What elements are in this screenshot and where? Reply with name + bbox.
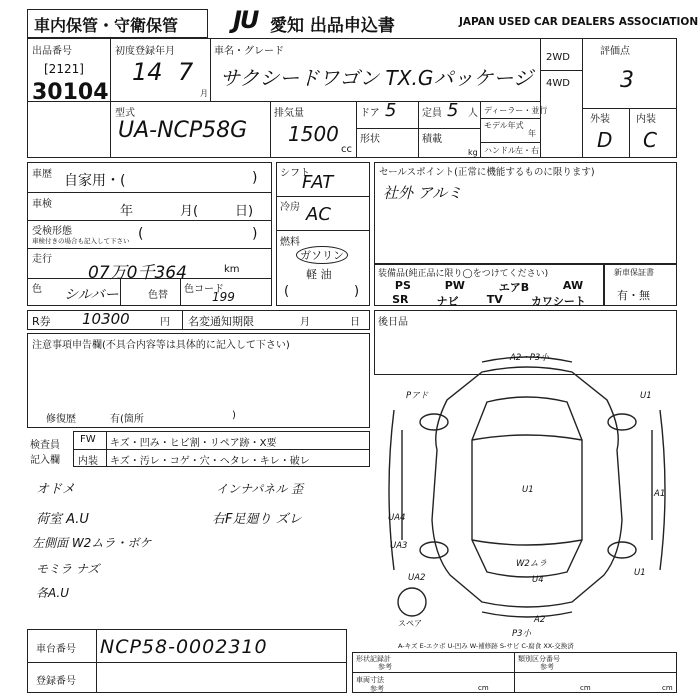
seats-label: 定員	[422, 108, 442, 119]
recycle-value: 10300	[82, 310, 130, 328]
load-label: 積載	[422, 134, 442, 145]
displacement-value: 1500	[288, 122, 339, 146]
seats-unit: 人	[468, 108, 478, 119]
model-value: UA-NCP58G	[118, 118, 248, 143]
diag-right-mid: A1	[654, 489, 666, 499]
history-label: 車歴	[32, 169, 52, 180]
remark-6: モミラ ナズ	[36, 562, 100, 576]
seats-value: 5	[447, 100, 459, 121]
history-value: 自家用・(	[64, 173, 126, 189]
diag-left-2: UA3	[390, 541, 408, 551]
dealer-label: ディーラー・並行	[484, 106, 548, 115]
storage-title: 車内保管・守衛保管	[34, 16, 179, 35]
diag-bottom-2: U4	[532, 575, 544, 585]
color-value: シルバー	[64, 287, 119, 303]
remark-4: 右F足廻り ズレ	[212, 512, 302, 527]
repair-label: 修復歴	[46, 414, 76, 425]
defect-legend: A-キズ E-エクボ U-凹み W-補修跡 S-サビ C-腐食 XX-交換済	[398, 642, 574, 650]
new-cert-value: 有・無	[617, 289, 650, 302]
notes-label: 注意事項申告欄(不具合内容等は具体的に記入して下さい)	[32, 340, 290, 351]
size-cm-1: cm	[478, 684, 489, 692]
recycle-label: R券	[32, 315, 51, 328]
category-label: 類別区分番号	[518, 655, 560, 663]
lot-number: 30104	[32, 80, 109, 105]
diag-left-3: UA2	[408, 573, 426, 583]
repair-value: 有(箇所	[110, 414, 144, 425]
diag-bottom-4: P3小	[512, 629, 532, 639]
score-label: 評価点	[600, 46, 630, 57]
year-unit: 年	[528, 129, 536, 138]
color-change-label: 色替	[148, 290, 168, 301]
deadline-month: 月	[300, 317, 310, 328]
equipment-item: SR	[392, 293, 409, 306]
ac-value: AC	[306, 204, 331, 225]
month-unit: 月	[200, 89, 208, 98]
exterior-grade: D	[597, 128, 613, 152]
fuel-paren-open: (	[284, 284, 290, 299]
inspector-label-1: 検査員	[30, 440, 60, 451]
equipment-row-2	[378, 293, 600, 309]
load-unit: kg	[468, 148, 478, 157]
remark-1: オドメ	[36, 482, 75, 497]
chassis-label: 車台番号	[36, 644, 76, 655]
selling-points-label: セールスポイント(正常に機能するものに限ります)	[379, 167, 595, 178]
inspection-day: 日)	[235, 204, 254, 219]
exterior-label: 外装	[590, 114, 610, 125]
size-cm-3: cm	[662, 684, 673, 692]
model-year-label: モデル年式	[484, 121, 524, 130]
drive-2wd: 2WD	[546, 52, 570, 63]
lot-sub: [2121]	[44, 62, 84, 76]
diag-left-top: Pアド	[406, 391, 429, 401]
ac-label: 冷房	[280, 202, 300, 213]
equipment-item: TV	[486, 293, 503, 306]
equipment-label: 装備品(純正品に限り◯をつけてください)	[378, 269, 549, 279]
form-record-ref: 参考	[378, 663, 392, 671]
equipment-item: カワシート	[530, 295, 586, 308]
handle-options: 左・右	[515, 146, 539, 155]
diag-right-u1: U1	[634, 568, 646, 578]
color-label: 色	[32, 284, 42, 295]
displacement-unit: cc	[341, 144, 352, 155]
deadline-day: 日	[350, 317, 360, 328]
fuel-gasoline: ガソリン	[296, 246, 348, 264]
fuel-paren-close: )	[354, 284, 360, 299]
inspection-month: 月(	[180, 204, 199, 219]
lot-label: 出品番号	[32, 46, 72, 57]
mileage-unit: km	[224, 264, 240, 275]
remark-5: 左側面 W2ムラ・ボケ	[32, 536, 152, 550]
diag-left-1: UA4	[388, 513, 406, 523]
chassis-number: NCP58-0002310	[100, 636, 268, 658]
displacement-label: 排気量	[274, 108, 304, 119]
recycle-unit: 円	[160, 317, 170, 328]
first-reg-month: 7	[178, 58, 194, 86]
mileage-value: 07万0千364	[88, 263, 187, 283]
after-items-label: 後日品	[378, 317, 408, 328]
remark-2: インナパネル 歪	[216, 482, 304, 496]
fuel-label: 燃料	[280, 237, 300, 248]
interior-defect-items: キズ・汚レ・コゲ・穴・ヘタレ・キレ・破レ	[110, 456, 310, 467]
deadline-label: 名変通知期限	[188, 315, 254, 328]
remark-7: 各A.U	[36, 586, 70, 600]
diag-top-label: A2・P3小	[510, 353, 549, 363]
fw-items: キズ・凹み・ヒビ割・リペア跡・X要	[110, 438, 277, 449]
form-record-label: 形状記録計	[356, 655, 391, 663]
equipment-item: PS	[394, 279, 411, 292]
diag-bottom-1: W2ムラ	[516, 559, 547, 569]
form-paren-open: (	[138, 226, 144, 242]
form-title: 愛知 出品申込書	[270, 16, 395, 36]
model-label: 型式	[115, 108, 135, 119]
size-label: 車両寸法	[356, 676, 384, 684]
repair-close: )	[232, 410, 236, 421]
ju-logo: JU	[233, 6, 258, 34]
remark-3: 荷室 A.U	[36, 512, 89, 527]
car-name: サクシードワゴン TX.Gパッケージ	[220, 66, 533, 90]
diag-spare: スペア	[398, 619, 422, 628]
equipment-item: PW	[444, 279, 465, 292]
equipment-item: エアB	[498, 281, 530, 294]
diag-center: U1	[522, 485, 534, 495]
car-name-label: 車名・グレード	[214, 46, 284, 57]
door-value: 5	[385, 100, 397, 121]
mileage-label: 走行	[32, 254, 52, 265]
shift-label: シフト	[280, 168, 310, 179]
interior-grade: C	[643, 128, 657, 152]
fw-label: FW	[80, 434, 96, 445]
new-cert-label: 新車保証書	[614, 268, 654, 277]
color-code-label: 色コード	[184, 284, 224, 295]
shift-value: FAT	[302, 172, 334, 193]
storage-title-box	[27, 9, 208, 38]
interior-defect-label: 内装	[78, 456, 98, 467]
inspector-label-2: 記入欄	[30, 455, 60, 466]
car-diagram	[372, 340, 682, 639]
handle-label: ハンドル	[484, 146, 516, 155]
category-ref: 参考	[540, 663, 554, 671]
registration-label: 登録番号	[36, 676, 76, 687]
color-code-value: 199	[212, 290, 235, 304]
interior-label: 内装	[636, 114, 656, 125]
equipment-item: AW	[562, 279, 584, 292]
size-ref: 参考	[370, 685, 384, 693]
diag-bottom-3: A2	[534, 615, 546, 625]
fuel-diesel: 軽 油	[306, 268, 332, 281]
first-reg-year: 14	[132, 58, 163, 86]
selling-points-text: 社外 アルミ	[383, 184, 463, 202]
door-label: ドア	[360, 108, 380, 119]
inspection-year: 年	[120, 204, 134, 219]
size-cm-2: cm	[580, 684, 591, 692]
drive-4wd: 4WD	[546, 78, 570, 89]
form-label: 受検形態	[32, 226, 72, 237]
inspection-label: 車検	[32, 199, 52, 210]
diag-right-top: U1	[640, 391, 652, 401]
form-sub: 車検付きの場合も記入して下さい	[32, 237, 130, 245]
association-name: JAPAN USED CAR DEALERS ASSOCIATION	[459, 16, 699, 28]
shape-label: 形状	[360, 134, 380, 145]
first-reg-label: 初度登録年月	[115, 46, 175, 57]
form-paren-close: )	[252, 226, 258, 242]
history-close: )	[252, 170, 258, 186]
equipment-item: ナビ	[436, 295, 459, 308]
score-value: 3	[620, 68, 634, 93]
